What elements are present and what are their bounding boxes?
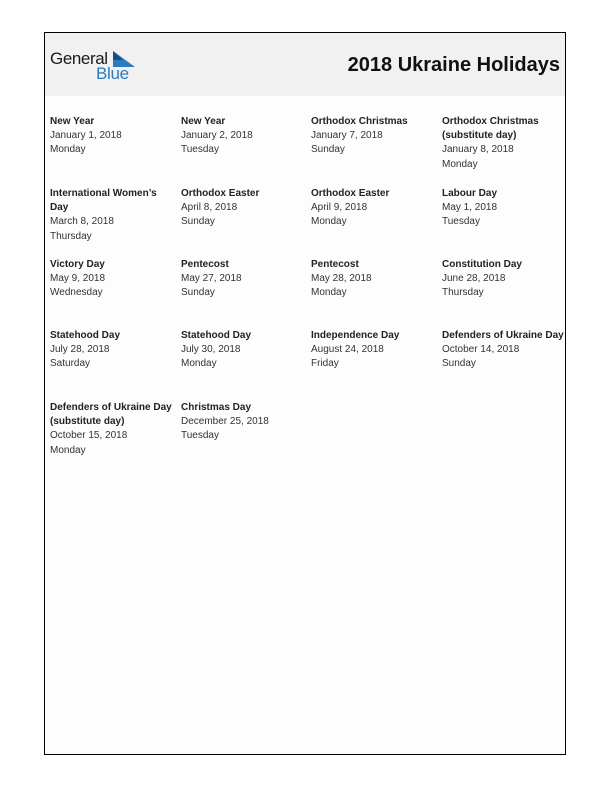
holiday-weekday: Wednesday bbox=[50, 287, 103, 299]
holiday-date: January 1, 2018 bbox=[50, 130, 122, 142]
holiday-name: Independence Day bbox=[311, 330, 400, 341]
holiday-weekday: Friday bbox=[311, 358, 339, 370]
holiday-weekday: Sunday bbox=[311, 144, 345, 156]
holiday-name: Pentecost bbox=[181, 259, 229, 270]
holiday-weekday: Thursday bbox=[442, 287, 484, 299]
holiday-date: May 9, 2018 bbox=[50, 273, 106, 285]
holiday-item bbox=[311, 258, 435, 301]
holiday-date: January 2, 2018 bbox=[181, 130, 253, 142]
holiday-item bbox=[442, 115, 566, 172]
brand-logo bbox=[50, 49, 140, 83]
holiday-item bbox=[181, 187, 305, 230]
holiday-weekday: Monday bbox=[181, 358, 217, 370]
holiday-date: April 9, 2018 bbox=[311, 202, 368, 214]
logo-text-blue: Blue bbox=[96, 64, 129, 83]
holiday-item bbox=[50, 258, 174, 301]
holiday-name: International Women’s Day bbox=[50, 188, 157, 214]
holiday-name: Statehood Day bbox=[50, 330, 121, 341]
holiday-item bbox=[442, 187, 566, 230]
page-header bbox=[45, 33, 565, 96]
page-title: 2018 Ukraine Holidays bbox=[347, 54, 560, 76]
holiday-weekday: Sunday bbox=[442, 358, 476, 370]
holiday-date: July 30, 2018 bbox=[181, 344, 241, 356]
holiday-item bbox=[50, 187, 174, 244]
holiday-name: Orthodox Christmas bbox=[311, 116, 408, 127]
holiday-item bbox=[181, 115, 305, 158]
holiday-name: New Year bbox=[181, 116, 226, 127]
holiday-date: March 8, 2018 bbox=[50, 216, 114, 228]
holiday-name: Pentecost bbox=[311, 259, 359, 270]
holiday-name: Constitution Day bbox=[442, 259, 522, 270]
holiday-item bbox=[442, 258, 566, 301]
holiday-weekday: Monday bbox=[50, 444, 86, 456]
holiday-weekday: Tuesday bbox=[442, 216, 480, 228]
holiday-date: October 15, 2018 bbox=[50, 430, 128, 442]
holiday-date: May 28, 2018 bbox=[311, 273, 372, 285]
holiday-weekday: Monday bbox=[311, 216, 347, 228]
holiday-date: June 28, 2018 bbox=[442, 273, 506, 285]
holiday-weekday: Sunday bbox=[181, 287, 215, 299]
holiday-item bbox=[181, 329, 305, 372]
holiday-name: Defenders of Ukraine Day bbox=[442, 330, 564, 341]
holiday-date: July 28, 2018 bbox=[50, 344, 110, 356]
holiday-weekday: Saturday bbox=[50, 358, 91, 370]
holiday-item bbox=[181, 401, 305, 444]
holiday-name: Statehood Day bbox=[181, 330, 252, 341]
holiday-item bbox=[311, 115, 435, 158]
holiday-weekday: Monday bbox=[311, 287, 347, 299]
holiday-date: May 1, 2018 bbox=[442, 202, 498, 214]
holiday-date: May 27, 2018 bbox=[181, 273, 242, 285]
holiday-item bbox=[50, 329, 174, 372]
holiday-weekday: Thursday bbox=[50, 230, 92, 242]
holiday-weekday: Sunday bbox=[181, 216, 215, 228]
holiday-name: Labour Day bbox=[442, 188, 498, 199]
holiday-date: December 25, 2018 bbox=[181, 416, 269, 428]
holiday-item bbox=[50, 401, 174, 458]
logo-text-general: General bbox=[50, 49, 108, 68]
holiday-item bbox=[311, 329, 435, 372]
holiday-name: New Year bbox=[50, 116, 95, 127]
calendar-page bbox=[44, 32, 566, 755]
holiday-item bbox=[311, 187, 435, 230]
holiday-date: October 14, 2018 bbox=[442, 344, 520, 356]
holiday-name: Orthodox Christmas (substitute day) bbox=[442, 116, 539, 142]
holiday-name: Victory Day bbox=[50, 259, 105, 270]
holiday-weekday: Tuesday bbox=[181, 144, 219, 156]
holiday-date: April 8, 2018 bbox=[181, 202, 238, 214]
holiday-name: Orthodox Easter bbox=[181, 188, 260, 199]
holiday-item bbox=[442, 329, 566, 372]
holiday-date: August 24, 2018 bbox=[311, 344, 384, 356]
holiday-weekday: Monday bbox=[442, 158, 478, 170]
holiday-date: January 8, 2018 bbox=[442, 144, 514, 156]
holiday-name: Orthodox Easter bbox=[311, 188, 390, 199]
holiday-name: Defenders of Ukraine Day (substitute day) bbox=[50, 402, 172, 428]
holiday-item bbox=[181, 258, 305, 301]
holiday-item bbox=[50, 115, 174, 158]
holiday-date: January 7, 2018 bbox=[311, 130, 383, 142]
holiday-name: Christmas Day bbox=[181, 402, 252, 413]
holiday-weekday: Tuesday bbox=[181, 430, 219, 442]
holiday-weekday: Monday bbox=[50, 144, 86, 156]
